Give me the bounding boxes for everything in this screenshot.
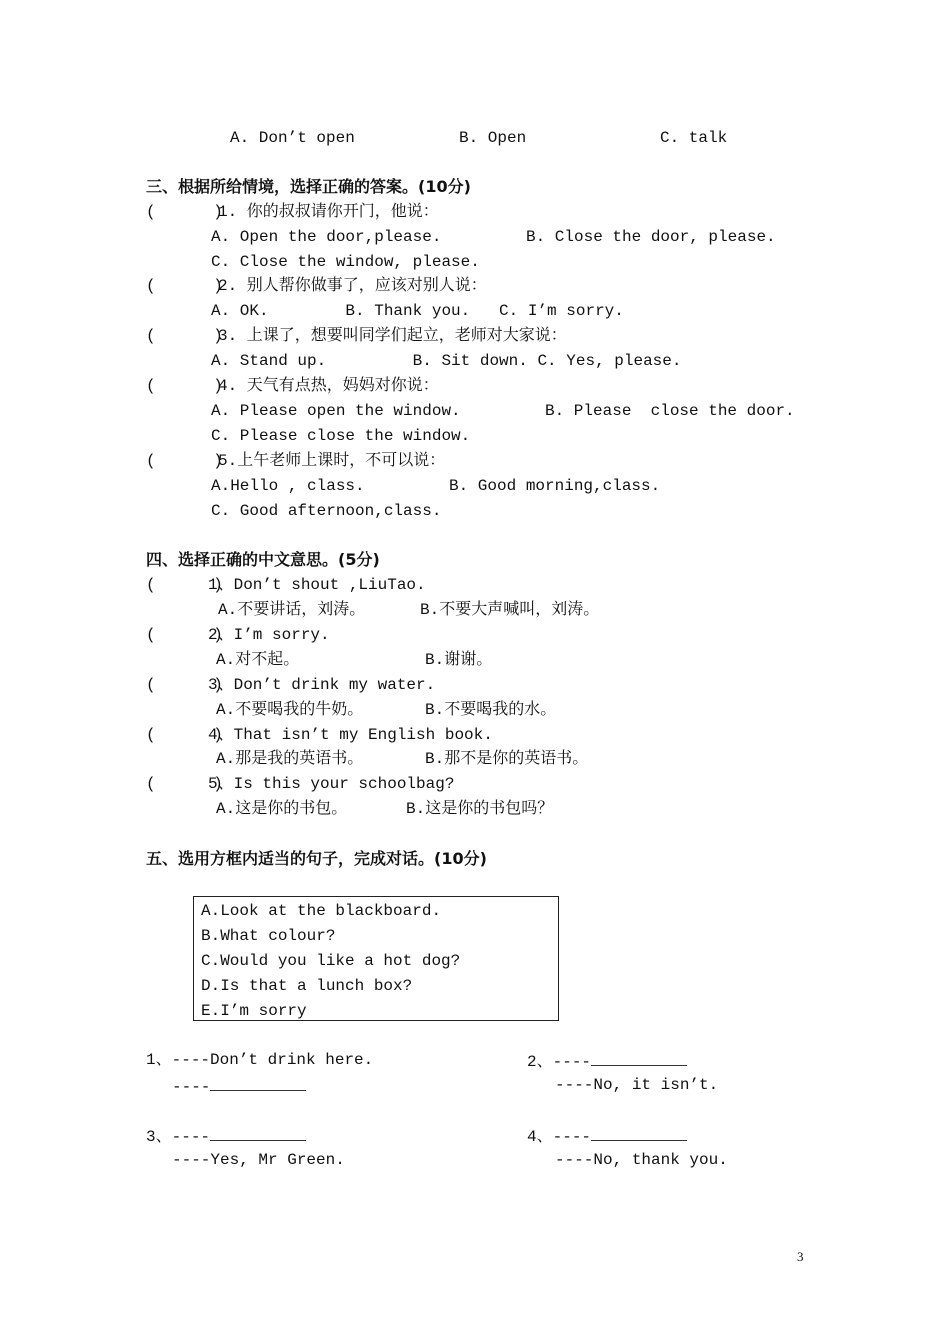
answer-paren[interactable]: ( )	[146, 203, 223, 221]
dialogue-number: 3、	[146, 1128, 172, 1146]
sentence-box	[193, 896, 559, 1021]
option-a: A.这是你的书包。	[216, 800, 348, 818]
answer-paren[interactable]: ( )	[146, 726, 223, 744]
dialogue-dash: ----	[171, 1128, 211, 1146]
option-c: C. Close the window, please.	[211, 253, 480, 271]
question-stem: 5、Is this your schoolbag?	[208, 775, 455, 793]
options-row: A. Stand up. B. Sit down. C. Yes, please.	[211, 352, 682, 370]
option-b: B. Please close the door.	[545, 402, 795, 420]
dialogue-1-answer	[172, 1075, 306, 1097]
option-b: B.那不是你的英语书。	[425, 750, 589, 768]
box-sentence-b: B.What colour?	[201, 927, 336, 945]
dialogue-dash: ----	[552, 1128, 592, 1146]
option-a: A.对不起。	[216, 651, 300, 669]
dialogue-line: ----Yes, Mr Green.	[172, 1151, 345, 1169]
option-a: A. Please open the window.	[211, 402, 461, 420]
question-stem: 5.上午老师上课时，不可以说：	[218, 452, 446, 470]
answer-blank[interactable]	[591, 1125, 687, 1141]
box-sentence-d: D.Is that a lunch box?	[201, 977, 413, 995]
section4-title: 四、选择正确的中文意思。(5分)	[146, 550, 380, 569]
page-number: 3	[797, 1249, 804, 1264]
answer-paren[interactable]: ( )	[146, 377, 223, 395]
option-c: C. Please close the window.	[211, 427, 471, 445]
section5-title: 五、选用方框内适当的句子，完成对话。(10分)	[146, 849, 487, 868]
options-row: A. OK. B. Thank you. C. I’m sorry.	[211, 302, 624, 320]
dialogue-dash: ----	[552, 1053, 592, 1071]
answer-paren[interactable]: ( )	[146, 327, 223, 345]
question-stem: 1、Don’t shout ,LiuTao.	[208, 576, 426, 594]
option-a: A.不要讲话，刘涛。	[218, 601, 366, 619]
prev-option-b: B. Open	[459, 129, 527, 147]
prev-option-a: A. Don’t open	[230, 129, 355, 147]
option-a: A.不要喝我的牛奶。	[216, 701, 364, 719]
answer-paren[interactable]: ( )	[146, 452, 223, 470]
prev-option-c: C. talk	[660, 129, 728, 147]
option-b: B. Close the door, please.	[526, 228, 776, 246]
section3-title: 三、根据所给情境，选择正确的答案。(10分)	[146, 177, 471, 196]
dialogue-4	[527, 1125, 687, 1147]
dialogue-line: ----Don’t drink here.	[171, 1051, 374, 1069]
dialogue-2	[527, 1050, 687, 1072]
box-sentence-a: A.Look at the blackboard.	[201, 902, 442, 920]
answer-blank[interactable]	[210, 1075, 306, 1091]
dialogue-number: 2、	[527, 1053, 553, 1071]
question-stem: 2. 别人帮你做事了，应该对别人说：	[218, 277, 487, 295]
answer-paren[interactable]: ( )	[146, 576, 223, 594]
option-b: B. Good morning,class.	[449, 477, 661, 495]
question-stem: 3、Don’t drink my water.	[208, 676, 436, 694]
answer-blank[interactable]	[591, 1050, 687, 1066]
option-a: A.Hello , class.	[211, 477, 365, 495]
answer-paren[interactable]: ( )	[146, 626, 223, 644]
box-sentence-e: E.I’m sorry	[201, 1002, 307, 1020]
answer-paren[interactable]: ( )	[146, 775, 223, 793]
option-a: A. Open the door,please.	[211, 228, 442, 246]
answer-blank[interactable]	[210, 1125, 306, 1141]
option-b: B.这是你的书包吗？	[406, 800, 554, 818]
dialogue-dash: ----	[172, 1078, 211, 1096]
box-sentence-c: C.Would you like a hot dog?	[201, 952, 461, 970]
question-stem: 1. 你的叔叔请你开门，他说：	[218, 203, 439, 221]
option-c: C. Good afternoon,class.	[211, 502, 442, 520]
dialogue-number: 4、	[527, 1128, 553, 1146]
option-b: B.不要喝我的水。	[425, 701, 557, 719]
question-stem: 4. 天气有点热，妈妈对你说：	[218, 377, 439, 395]
answer-paren[interactable]: ( )	[146, 676, 223, 694]
question-stem: 4、That isn’t my English book.	[208, 726, 493, 744]
option-a: A.那是我的英语书。	[216, 750, 364, 768]
dialogue-number: 1、	[146, 1051, 172, 1069]
option-b: B.谢谢。	[425, 651, 493, 669]
dialogue-3	[146, 1125, 306, 1147]
answer-paren[interactable]: ( )	[146, 277, 223, 295]
question-stem: 2、I’m sorry.	[208, 626, 330, 644]
question-stem: 3. 上课了，想要叫同学们起立，老师对大家说：	[218, 327, 567, 345]
dialogue-line: ----No, it isn’t.	[555, 1076, 719, 1094]
dialogue-line: ----No, thank you.	[555, 1151, 728, 1169]
dialogue-1	[146, 1050, 373, 1070]
option-b: B.不要大声喊叫，刘涛。	[420, 601, 600, 619]
